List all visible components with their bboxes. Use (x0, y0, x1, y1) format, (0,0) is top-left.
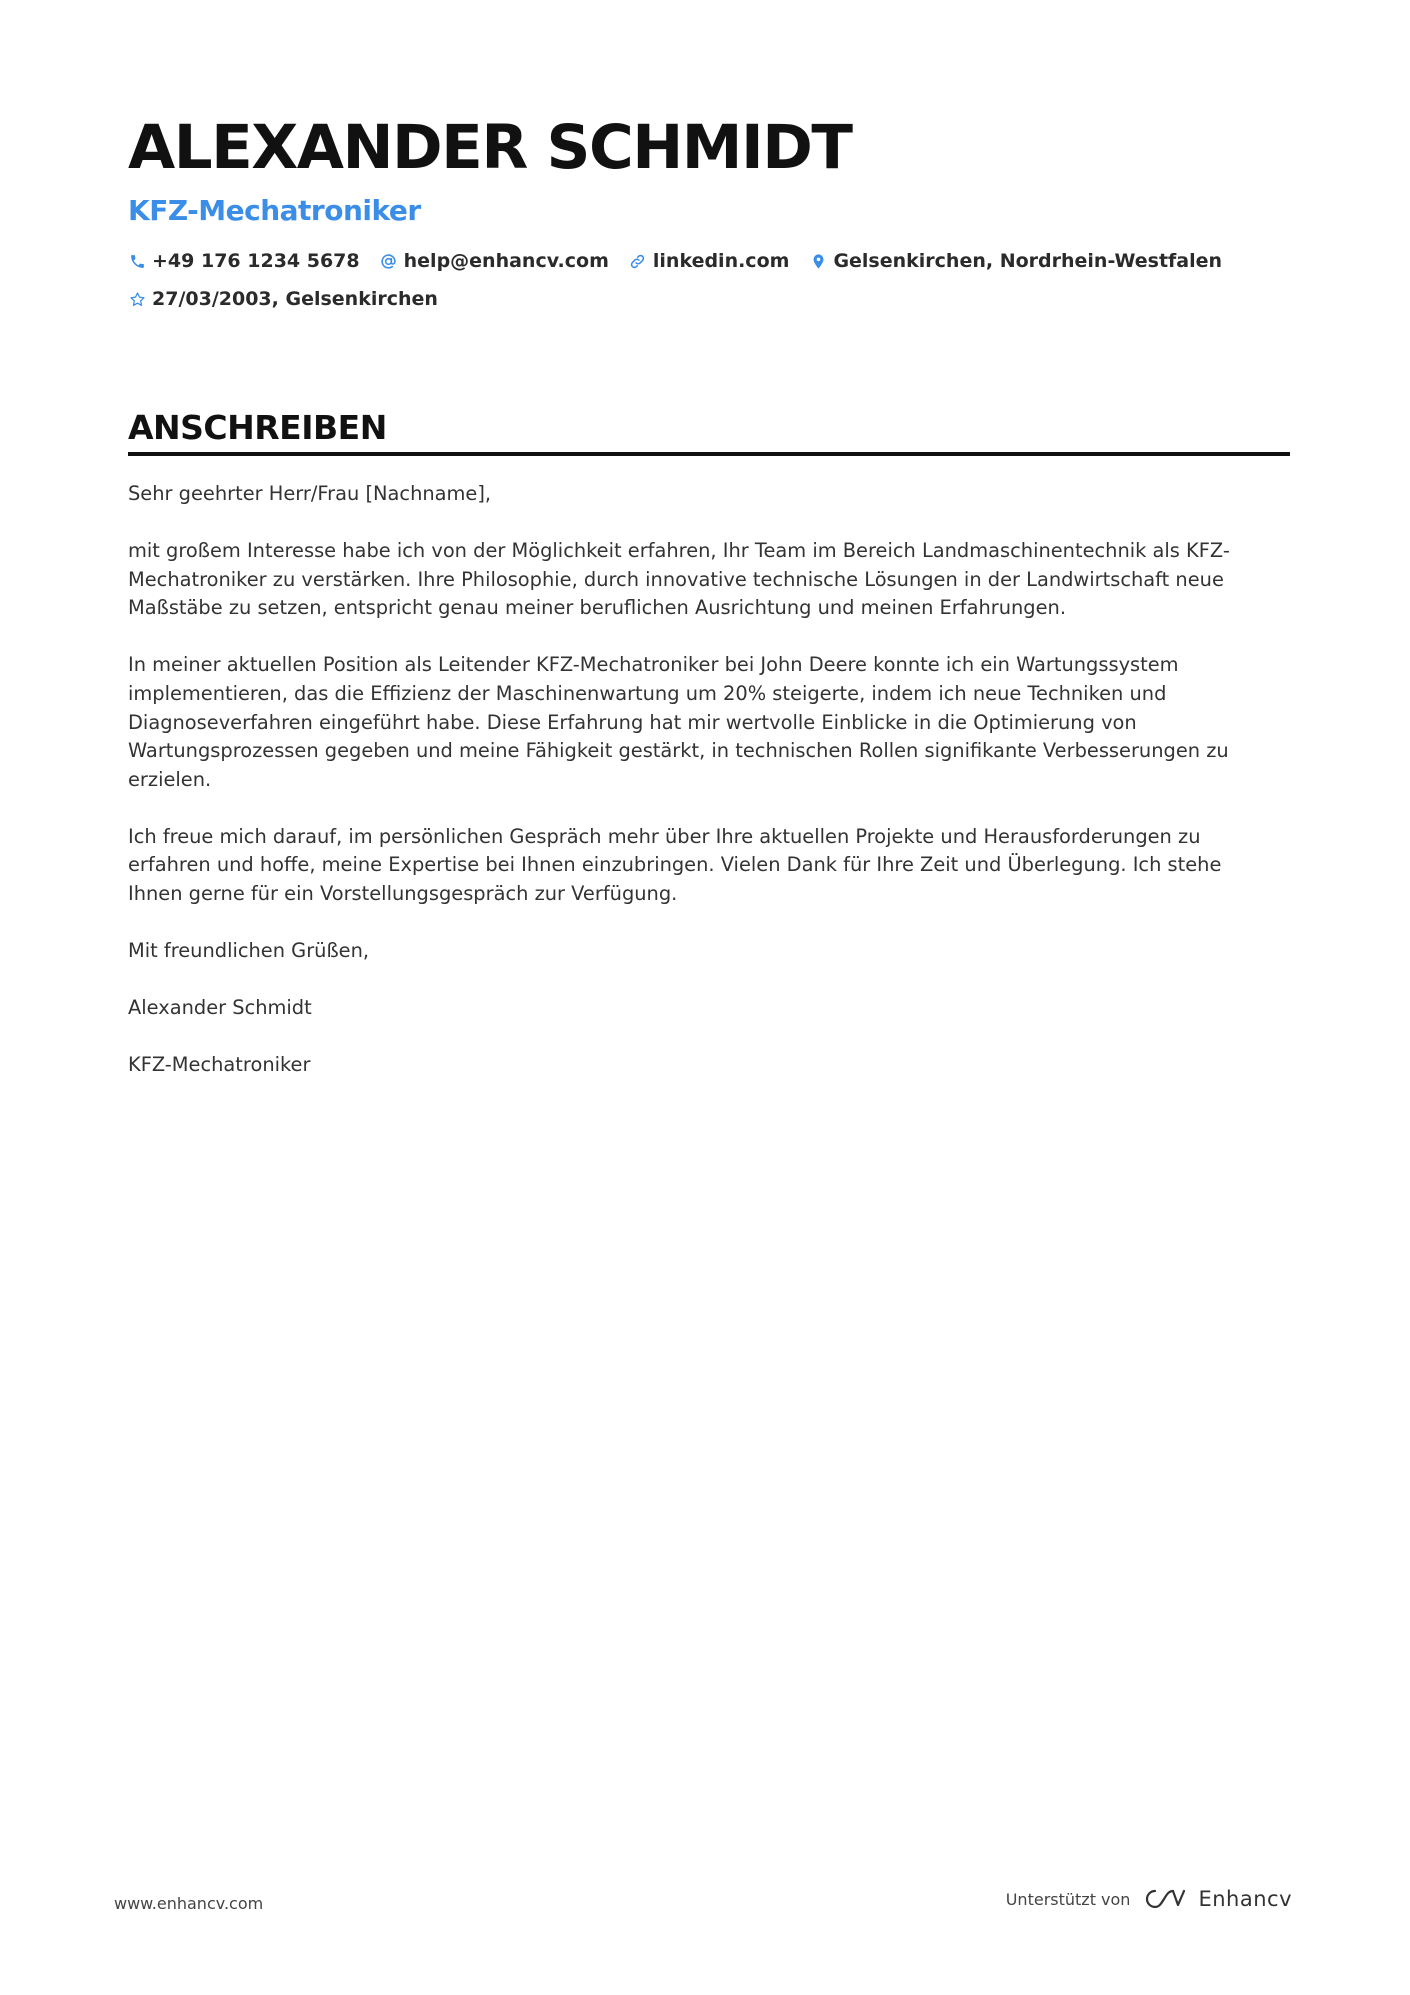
enhancv-logo[interactable] (1142, 1886, 1292, 1912)
powered-by-label: Unterstützt von (1005, 1889, 1131, 1909)
footer-branding (1006, 1886, 1292, 1912)
contact-linkedin-text[interactable]: linkedin.com (652, 250, 790, 272)
enhancv-logo-icon (1142, 1886, 1188, 1912)
job-title: KFZ-Mechatroniker (128, 194, 421, 227)
contact-linkedin (629, 248, 790, 274)
location-pin-icon (809, 252, 827, 270)
star-icon (128, 290, 146, 308)
contact-birth-text: 27/03/2003, Gelsenkirchen (152, 288, 438, 310)
contact-phone-text[interactable]: +49 176 1234 5678 (152, 250, 360, 272)
footer-website[interactable]: www.enhancv.com (114, 1894, 264, 1913)
contact-phone (128, 248, 360, 274)
contact-location-text: Gelsenkirchen, Nordrhein-Westfalen (833, 250, 1223, 272)
contact-location (809, 248, 1222, 274)
signature-title: KFZ-Mechatroniker (128, 1053, 311, 1077)
contact-info (128, 248, 1268, 312)
paragraph-experience: In meiner aktuellen Position als Leitender KFZ-Mechatroniker bei John Deere konnte ich ein Wartungssystem implementieren, das die Effizienz der Maschinenwartung um 20% steigerte, indem ich neue Techniken und Diagnoseverfahren eingeführt habe. Diese Erfahrung hat mir wertvolle Einblicke in die Optimierung von Wartungsprozessen gegeben und meine Fähigkeit gestärkt, in technischen Rollen signifikante Verbesserungen zu erzielen. (128, 653, 1229, 791)
section-title: ANSCHREIBEN (128, 408, 387, 447)
letter-body (128, 480, 1258, 1108)
at-icon (380, 252, 398, 270)
paragraph-intro: mit großem Interesse habe ich von der Möglichkeit erfahren, Ihr Team im Bereich Landmaschinentechnik als KFZ-Mechatroniker zu verstärken. Ihre Philosophie, durch innovative technische Lösungen in der Landwirtschaft neue Maßstäbe zu setzen, entspricht genau meiner beruflichen Ausrichtung und meinen Erfahrungen. (128, 539, 1230, 620)
contact-email (380, 248, 609, 274)
paragraph-closing: Ich freue mich darauf, im persönlichen Gespräch mehr über Ihre aktuellen Projekte und Herausforderungen zu erfahren und hoffe, meine Expertise bei Ihnen einzubringen. Vielen Dank für Ihre Zeit und Überlegung. Ich stehe Ihnen gerne für ein Vorstellungsgespräch zur Verfügung. (128, 824, 1222, 906)
section-heading (128, 408, 1290, 456)
header (128, 112, 1290, 312)
link-icon (629, 252, 647, 270)
signature-name: Alexander Schmidt (128, 996, 312, 1020)
salutation: Sehr geehrter Herr/Frau [Nachname], (128, 482, 492, 505)
phone-icon (128, 252, 146, 270)
contact-email-text[interactable]: help@enhancv.com (403, 250, 609, 272)
candidate-name: ALEXANDER SCHMIDT (128, 112, 852, 183)
closing-phrase: Mit freundlichen Grüßen, (128, 939, 370, 963)
section-divider (128, 452, 1290, 456)
enhancv-logo-text: Enhancv (1198, 1887, 1292, 1911)
contact-birth (128, 286, 438, 312)
